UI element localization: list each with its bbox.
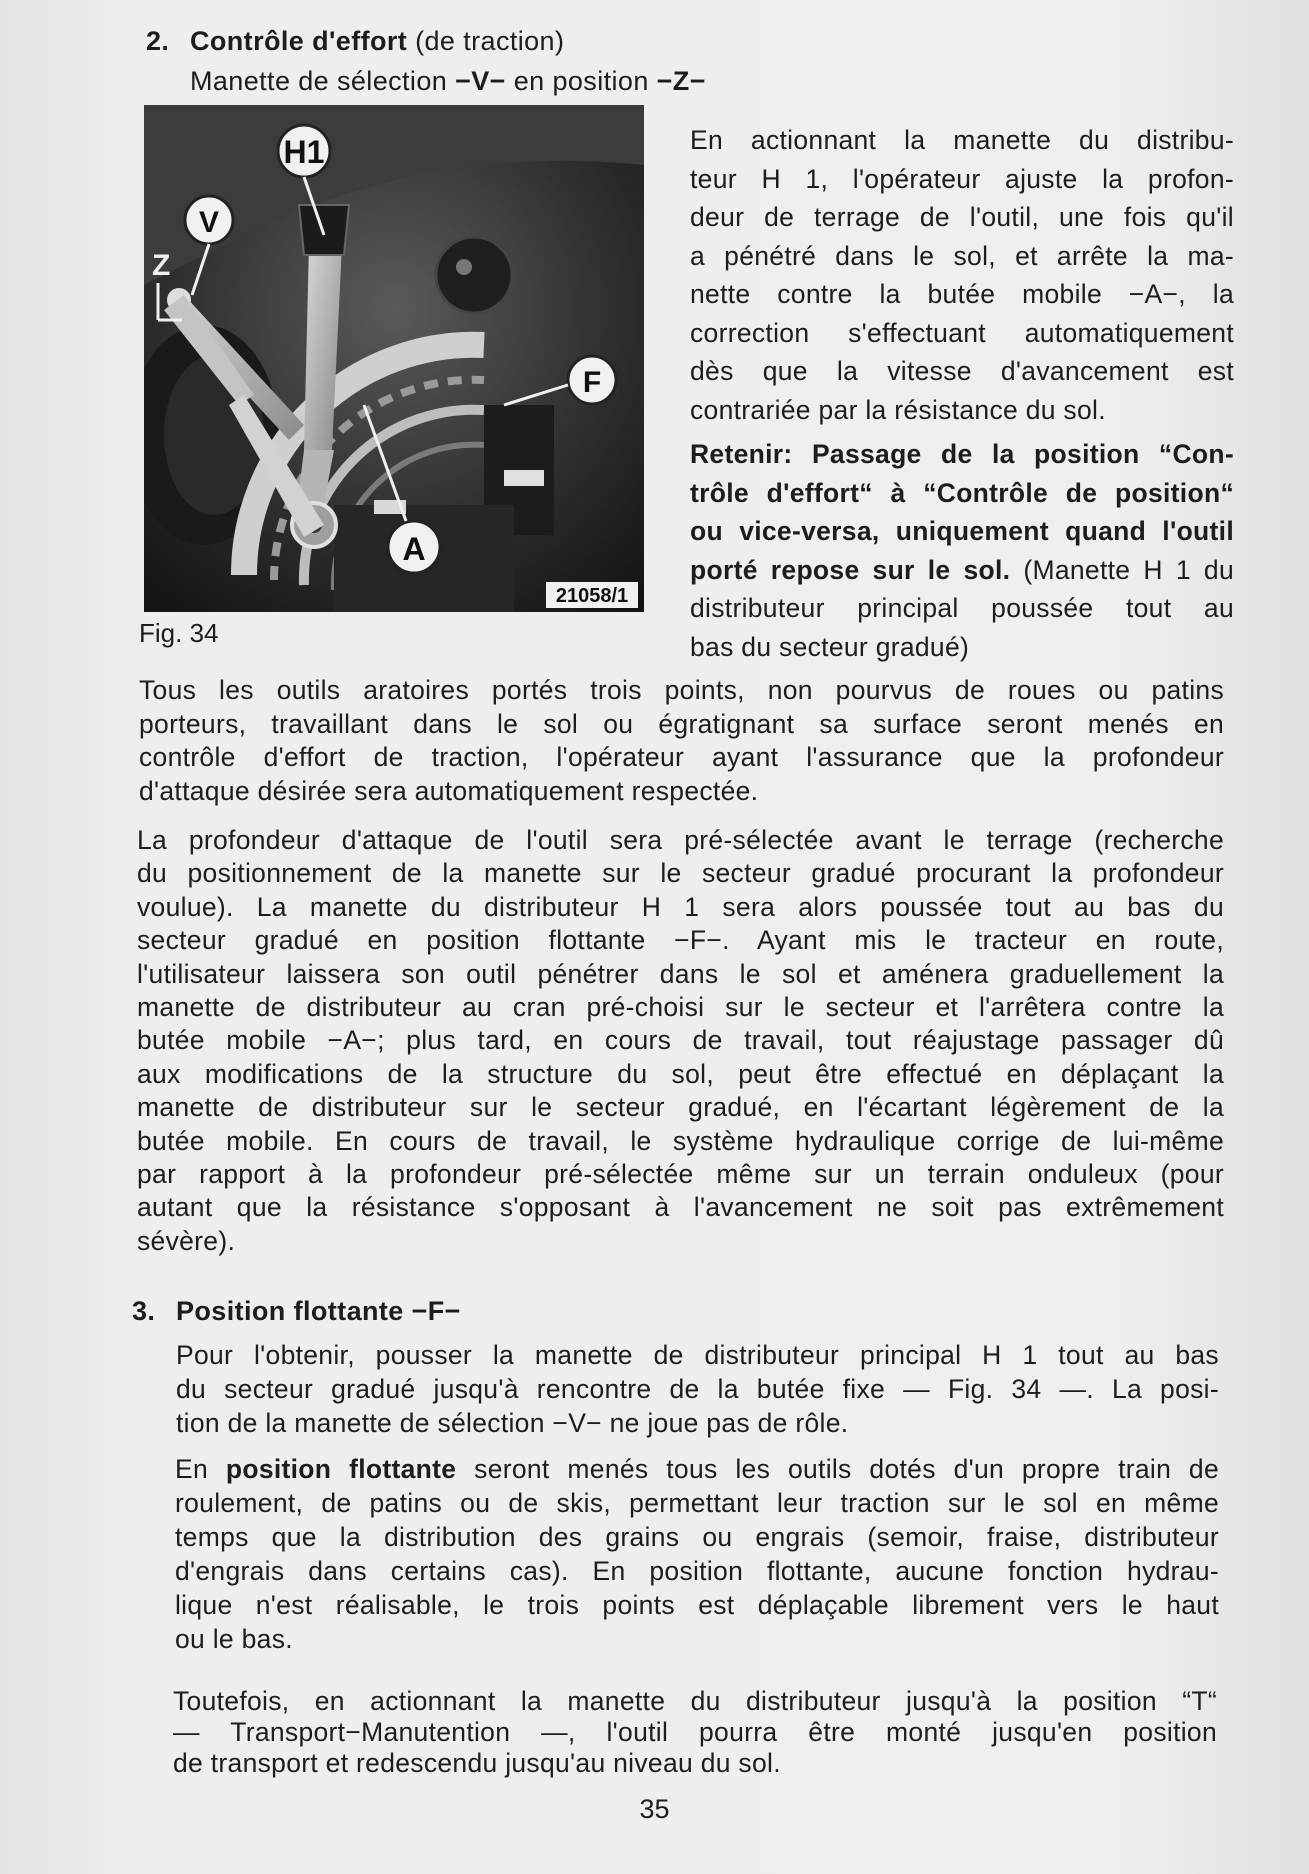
retenir-line: distributeur principal poussée tout au	[690, 593, 1234, 623]
paragraph-line: de transport et redescendu jusqu'au niveau du sol.	[173, 1748, 781, 1778]
right-line: nette contre la butée mobile −A−, la	[690, 279, 1234, 309]
right-line: teur H 1, l'opérateur ajuste la profon-	[690, 163, 1234, 194]
section-2-subtitle	[190, 62, 706, 100]
figure-label-z: Z	[152, 249, 171, 282]
bleed-through-margin	[1238, 20, 1309, 1720]
figure-label-f: F	[582, 366, 602, 399]
paragraph-line: roulement, de patins ou de skis, permettant leur traction sur le sol en même	[175, 1488, 1219, 1518]
section-3-paragraph-1	[176, 1338, 1219, 1440]
section-number: 3.	[132, 1296, 156, 1326]
para-pre: En	[175, 1454, 209, 1484]
retenir-line: ou vice-versa, uniquement quand l'outil	[690, 516, 1234, 546]
paragraph-line: secteur gradué en position flottante −F−. Ayant mis le tracteur en route,	[137, 925, 1224, 956]
retenir-line-mixed	[690, 551, 1234, 590]
retenir-line: bas du secteur gradué)	[690, 631, 970, 662]
para-bold: position flottante	[225, 1454, 457, 1484]
paragraph-line: par rapport à la profondeur pré-sélectée même sur un terrain onduleux (pour	[137, 1159, 1224, 1190]
subtitle-z: −Z−	[656, 66, 706, 96]
paragraph-line: aux modifications de la structure du sol, peut être effectué en déplaçant la	[137, 1058, 1224, 1089]
paragraph-line: sévère).	[137, 1225, 236, 1256]
paragraph-line: manette de distributeur sur le secteur gradué, en l'écartant légèrement de la	[137, 1092, 1224, 1123]
paragraph-line: porteurs, travaillant dans le sol ou égratignant sa surface seront menés en	[139, 708, 1224, 739]
section-3-paragraph-2	[175, 1452, 1219, 1656]
subtitle-mid: en position	[513, 66, 649, 96]
paragraph-line: — Transport−Manutention —, l'outil pourra être monté jusqu'en position	[173, 1717, 1217, 1747]
right-line: correction s'effectuant automatiquement	[690, 317, 1234, 348]
paragraph-line: l'utilisateur laissera son outil pénétrer dans le sol et aménera graduellement la	[137, 958, 1224, 989]
subtitle-v: −V−	[455, 66, 506, 96]
paragraph-line: du positionnement de la manette sur le secteur gradué procurant la profondeur	[137, 858, 1224, 889]
section-2-right-column	[690, 121, 1234, 666]
paragraph-line: contrôle d'effort de traction, l'opérateur ayant l'assurance que la profondeur	[139, 742, 1224, 772]
paragraph-line: autant que la résistance s'opposant à l'avancement ne soit pas extrêmement	[137, 1192, 1224, 1223]
page-number: 35	[639, 1794, 670, 1824]
paragraph-line: butée mobile. En cours de travail, le système hydraulique corrige de lui-même	[137, 1125, 1224, 1156]
paragraph-line: temps que la distribution des grains ou engrais (semoir, fraise, distributeur	[175, 1522, 1219, 1552]
paragraph-line: d'engrais dans certains cas). En position flottante, aucune fonction hydrau-	[175, 1556, 1219, 1586]
figure-label-h1: H1	[283, 134, 325, 170]
paragraph-line: Pour l'obtenir, pousser la manette de distributeur principal H 1 tout au bas	[176, 1340, 1219, 1370]
paragraph-line: Tous les outils aratoires portés trois points, non pourvus de roues ou patins	[139, 675, 1224, 705]
section-2-paragraph-2	[137, 824, 1224, 1258]
paragraph-line: ou le bas.	[175, 1624, 293, 1654]
section-3-heading	[132, 1292, 461, 1330]
paragraph-line: lique n'est réalisable, le trois points est déplaçable librement vers le haut	[175, 1590, 1219, 1620]
section-number: 2.	[146, 26, 170, 56]
paragraph-line: Toutefois, en actionnant la manette du distributeur jusqu'à la position “T“	[173, 1686, 1217, 1716]
figure-label-v: V	[198, 206, 220, 239]
right-line: dès que la vitesse d'avancement est	[690, 356, 1234, 386]
para-rest: seront menés tous les outils dotés d'un propre train de	[474, 1454, 1220, 1484]
retenir-rest: (Manette H 1 du	[1023, 554, 1234, 585]
section-3-paragraph-3	[173, 1686, 1217, 1779]
paragraph-line: d'attaque désirée sera automatiquement respectée.	[139, 775, 759, 806]
retenir-bold-part: porté repose sur le sol.	[690, 554, 1011, 585]
subtitle-text: Manette de sélection	[190, 66, 448, 96]
retenir-line: Retenir: Passage de la position “Con-	[690, 439, 1234, 469]
paragraph-line: manette de distributeur au cran pré-choisi sur le secteur et l'arrêtera contre la	[137, 992, 1224, 1023]
paragraph-line: tion de la manette de sélection −V− ne joue pas de rôle.	[176, 1408, 849, 1438]
paragraph-line: voulue). La manette du distributeur H 1 sera alors poussée tout au bas du	[137, 891, 1224, 922]
paragraph-line: La profondeur d'attaque de l'outil sera pré-sélectée avant le terrage (recherche	[137, 825, 1224, 855]
section-2-paragraph-1	[139, 674, 1224, 808]
figure-code: 21058/1	[555, 585, 629, 607]
paragraph-line: butée mobile −A−; plus tard, en cours de travail, tout réajustage passager dû	[137, 1025, 1224, 1056]
section-title-rest: (de traction)	[415, 26, 565, 56]
figure-caption: Fig. 34	[139, 618, 219, 648]
right-line: deur de terrage de l'outil, une fois qu'il	[690, 202, 1234, 232]
right-line: En actionnant la manette du distribu-	[690, 125, 1234, 155]
paragraph-line: du secteur gradué jusqu'à rencontre de la butée fixe — Fig. 34 —. La posi-	[176, 1374, 1219, 1404]
lever-photo-illustration	[144, 105, 644, 612]
right-line: contrariée par la résistance du sol.	[690, 394, 1106, 425]
paragraph-line-first	[175, 1452, 1219, 1486]
right-line: a pénétré dans le sol, et arrête la ma-	[690, 240, 1234, 271]
figure-34-photo	[144, 105, 644, 612]
section-2-heading	[146, 22, 564, 60]
section-title: Position flottante	[176, 1296, 404, 1326]
section-title: Contrôle d'effort	[190, 26, 408, 56]
figure-label-a: A	[402, 531, 426, 567]
section-title-f: −F−	[411, 1296, 461, 1326]
retenir-line: trôle d'effort“ à “Contrôle de position“	[690, 477, 1234, 508]
